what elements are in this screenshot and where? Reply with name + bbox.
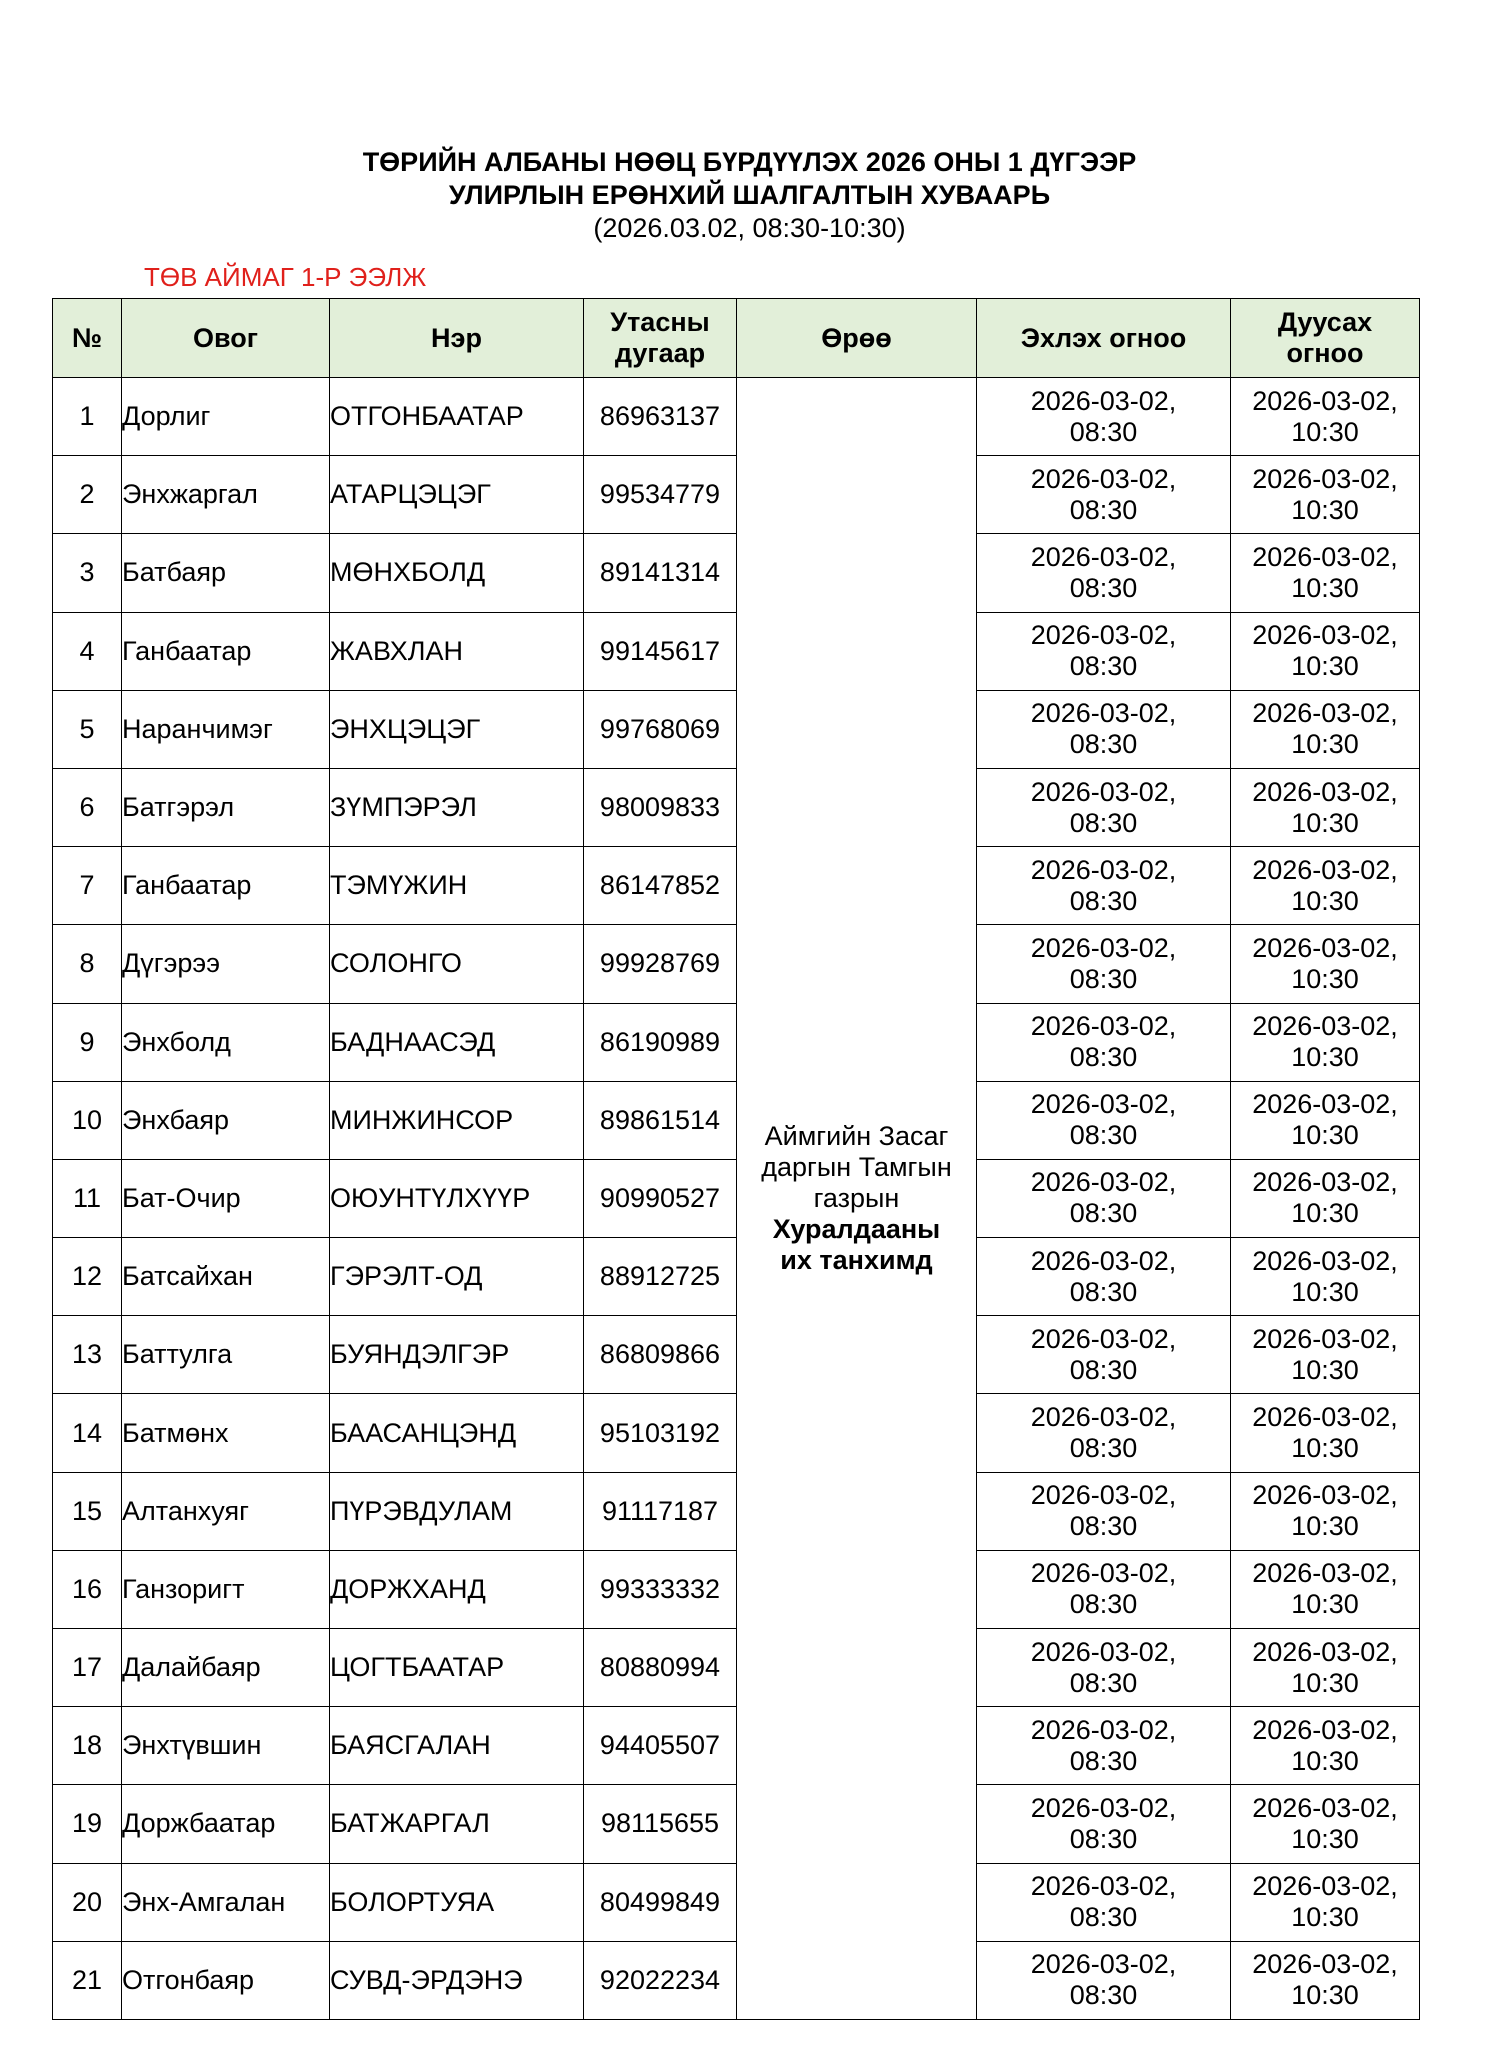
row-phone: 98009833 (584, 768, 737, 846)
row-start-date: 2026-03-02, (1030, 776, 1177, 807)
row-phone: 92022234 (584, 1941, 737, 2019)
row-surname: Ганбаатар (122, 847, 330, 925)
row-end-date: 2026-03-02, (1252, 1480, 1398, 1511)
row-name: ЗҮМПЭРЭЛ (330, 768, 584, 846)
row-end (1231, 1941, 1420, 2019)
row-end-date: 2026-03-02, (1252, 1245, 1398, 1276)
table-row (53, 378, 1420, 456)
row-start-date: 2026-03-02, (1030, 698, 1177, 729)
row-surname: Наранчимэг (122, 690, 330, 768)
row-end-date: 2026-03-02, (1252, 1089, 1398, 1120)
row-start-date: 2026-03-02, (1030, 1949, 1177, 1980)
row-num: 10 (53, 1081, 122, 1159)
row-phone: 86147852 (584, 847, 737, 925)
row-start-time: 08:30 (1069, 1823, 1138, 1854)
row-end (1231, 847, 1420, 925)
header-phone-line-1: Утасны (610, 307, 710, 337)
row-end-date: 2026-03-02, (1252, 620, 1398, 651)
row-end (1231, 690, 1420, 768)
table-row (53, 456, 1420, 534)
row-end-date: 2026-03-02, (1252, 1871, 1398, 1902)
row-phone: 99333332 (584, 1550, 737, 1628)
row-start-date: 2026-03-02, (1030, 1011, 1177, 1042)
row-start-time: 08:30 (1069, 494, 1138, 525)
row-end-date: 2026-03-02, (1252, 932, 1398, 963)
row-num: 18 (53, 1707, 122, 1785)
table-row (53, 1707, 1420, 1785)
row-end-date: 2026-03-02, (1252, 385, 1398, 416)
row-start (977, 690, 1231, 768)
row-num: 17 (53, 1629, 122, 1707)
row-start-time: 08:30 (1069, 807, 1138, 838)
row-start (977, 768, 1231, 846)
row-end-time: 10:30 (1291, 1354, 1359, 1385)
row-surname: Энхболд (122, 1003, 330, 1081)
row-start (977, 1707, 1231, 1785)
row-phone: 86809866 (584, 1316, 737, 1394)
table-row (53, 1863, 1420, 1941)
row-num: 21 (53, 1941, 122, 2019)
row-num: 6 (53, 768, 122, 846)
row-phone: 99768069 (584, 690, 737, 768)
row-end-date: 2026-03-02, (1252, 1792, 1398, 1823)
row-start-time: 08:30 (1069, 1511, 1138, 1542)
row-name: ЦОГТБААТАР (330, 1629, 584, 1707)
row-name: АТАРЦЭЦЭГ (330, 456, 584, 534)
row-phone: 90990527 (584, 1159, 737, 1237)
row-name: БОЛОРТУЯА (330, 1863, 584, 1941)
row-end (1231, 1316, 1420, 1394)
table-row (53, 1081, 1420, 1159)
row-start-date: 2026-03-02, (1030, 1089, 1177, 1120)
row-start-time: 08:30 (1069, 1667, 1138, 1698)
room-cell (737, 378, 977, 2020)
row-end (1231, 1629, 1420, 1707)
table-row (53, 925, 1420, 1003)
table-row (53, 847, 1420, 925)
row-start-date: 2026-03-02, (1030, 1558, 1177, 1589)
row-surname: Ганбаатар (122, 612, 330, 690)
row-end (1231, 1081, 1420, 1159)
row-end-time: 10:30 (1291, 1902, 1359, 1933)
row-surname: Дорлиг (122, 378, 330, 456)
row-start-date: 2026-03-02, (1030, 1480, 1177, 1511)
row-num: 8 (53, 925, 122, 1003)
row-start-time: 08:30 (1069, 1042, 1138, 1073)
row-start (977, 1159, 1231, 1237)
row-phone: 80499849 (584, 1863, 737, 1941)
row-name: БАЯСГАЛАН (330, 1707, 584, 1785)
row-end (1231, 1472, 1420, 1550)
row-end (1231, 1707, 1420, 1785)
table-row (53, 534, 1420, 612)
row-end-time: 10:30 (1291, 885, 1359, 916)
row-name: МИНЖИНСОР (330, 1081, 584, 1159)
row-end-date: 2026-03-02, (1252, 1402, 1398, 1433)
room-line-2: даргын Тамгын (761, 1151, 952, 1182)
row-start-date: 2026-03-02, (1030, 385, 1177, 416)
header-phone (584, 299, 737, 378)
table-row (53, 1472, 1420, 1550)
header-phone-line-2: дугаар (614, 338, 706, 368)
row-surname: Ганзоригт (122, 1550, 330, 1628)
row-surname: Батмөнх (122, 1394, 330, 1472)
row-num: 9 (53, 1003, 122, 1081)
row-num: 7 (53, 847, 122, 925)
row-end-time: 10:30 (1291, 1042, 1359, 1073)
row-phone: 91117187 (584, 1472, 737, 1550)
row-end (1231, 925, 1420, 1003)
row-start-date: 2026-03-02, (1030, 1402, 1177, 1433)
row-start (977, 1472, 1231, 1550)
row-end-date: 2026-03-02, (1252, 463, 1398, 494)
row-end-time: 10:30 (1291, 1276, 1359, 1307)
row-name: ГЭРЭЛТ-ОД (330, 1238, 584, 1316)
row-phone: 89861514 (584, 1081, 737, 1159)
row-start-date: 2026-03-02, (1030, 1245, 1177, 1276)
row-num: 5 (53, 690, 122, 768)
row-end-time: 10:30 (1291, 1980, 1359, 2011)
row-start (977, 1238, 1231, 1316)
row-start (977, 1394, 1231, 1472)
header-name: Нэр (330, 299, 584, 378)
table-row (53, 1003, 1420, 1081)
table-row (53, 1941, 1420, 2019)
row-start (977, 378, 1231, 456)
row-phone: 89141314 (584, 534, 737, 612)
row-start-time: 08:30 (1069, 1433, 1138, 1464)
row-start-date: 2026-03-02, (1030, 1714, 1177, 1745)
title-line-2: УЛИРЛЫН ЕРӨНХИЙ ШАЛГАЛТЫН ХУВААРЬ (448, 180, 1051, 210)
row-end-date: 2026-03-02, (1252, 1636, 1398, 1667)
row-phone: 86190989 (584, 1003, 737, 1081)
row-start-date: 2026-03-02, (1030, 541, 1177, 572)
row-phone: 99145617 (584, 612, 737, 690)
table-row (53, 612, 1420, 690)
row-start-date: 2026-03-02, (1030, 854, 1177, 885)
row-end (1231, 534, 1420, 612)
row-start-time: 08:30 (1069, 1120, 1138, 1151)
row-start (977, 1941, 1231, 2019)
header-row (53, 299, 1420, 378)
row-num: 14 (53, 1394, 122, 1472)
row-phone: 99928769 (584, 925, 737, 1003)
row-surname: Отгонбаяр (122, 1941, 330, 2019)
row-end-time: 10:30 (1291, 1120, 1359, 1151)
row-end (1231, 1159, 1420, 1237)
row-surname: Батгэрэл (122, 768, 330, 846)
row-num: 4 (53, 612, 122, 690)
row-end-time: 10:30 (1291, 494, 1359, 525)
table-row (53, 1394, 1420, 1472)
row-name: ОЮУНТҮЛХҮҮР (330, 1159, 584, 1237)
room-line-5: их танхимд (780, 1244, 933, 1275)
row-end (1231, 456, 1420, 534)
header-start: Эхлэх огноо (977, 299, 1231, 378)
row-end-date: 2026-03-02, (1252, 541, 1398, 572)
row-start-date: 2026-03-02, (1030, 1636, 1177, 1667)
row-end-time: 10:30 (1291, 1745, 1359, 1776)
row-phone: 94405507 (584, 1707, 737, 1785)
row-start-time: 08:30 (1069, 416, 1138, 447)
row-start-date: 2026-03-02, (1030, 1871, 1177, 1902)
room-line-3: газрын (813, 1182, 900, 1213)
row-start (977, 534, 1231, 612)
row-end-date: 2026-03-02, (1252, 854, 1398, 885)
row-name: БАДНААСЭД (330, 1003, 584, 1081)
row-phone: 86963137 (584, 378, 737, 456)
row-start-time: 08:30 (1069, 1276, 1138, 1307)
row-start (977, 1081, 1231, 1159)
row-num: 15 (53, 1472, 122, 1550)
row-num: 2 (53, 456, 122, 534)
row-name: ЭНХЦЭЦЭГ (330, 690, 584, 768)
row-phone: 80880994 (584, 1629, 737, 1707)
header-end (1231, 299, 1420, 378)
row-name: СОЛОНГО (330, 925, 584, 1003)
room-line-4: Хуралдааны (772, 1213, 941, 1244)
row-phone: 88912725 (584, 1238, 737, 1316)
row-num: 1 (53, 378, 122, 456)
row-surname: Бат-Очир (122, 1159, 330, 1237)
row-name: ОТГОНБААТАР (330, 378, 584, 456)
shift-subtitle: ТӨВ АЙМАГ 1-Р ЭЭЛЖ (144, 262, 427, 292)
row-start-date: 2026-03-02, (1030, 1323, 1177, 1354)
header-surname: Овог (122, 299, 330, 378)
row-end-date: 2026-03-02, (1252, 1167, 1398, 1198)
row-start (977, 847, 1231, 925)
row-end-date: 2026-03-02, (1252, 1714, 1398, 1745)
table-row (53, 1550, 1420, 1628)
row-start-date: 2026-03-02, (1030, 1167, 1177, 1198)
row-end (1231, 378, 1420, 456)
row-num: 3 (53, 534, 122, 612)
row-start (977, 1629, 1231, 1707)
row-end-time: 10:30 (1291, 1823, 1359, 1854)
row-start-date: 2026-03-02, (1030, 463, 1177, 494)
row-start (977, 1316, 1231, 1394)
table-row (53, 1316, 1420, 1394)
row-name: БУЯНДЭЛГЭР (330, 1316, 584, 1394)
row-end (1231, 612, 1420, 690)
row-num: 11 (53, 1159, 122, 1237)
row-start (977, 1785, 1231, 1863)
row-start-time: 08:30 (1069, 1198, 1138, 1229)
row-surname: Батсайхан (122, 1238, 330, 1316)
header-room: Өрөө (737, 299, 977, 378)
row-start-time: 08:30 (1069, 1354, 1138, 1385)
row-start-time: 08:30 (1069, 1589, 1138, 1620)
row-start (977, 1003, 1231, 1081)
row-surname: Далайбаяр (122, 1629, 330, 1707)
row-surname: Алтанхуяг (122, 1472, 330, 1550)
row-num: 20 (53, 1863, 122, 1941)
row-end (1231, 1238, 1420, 1316)
row-end (1231, 1394, 1420, 1472)
row-end-time: 10:30 (1291, 572, 1359, 603)
row-end-time: 10:30 (1291, 807, 1359, 838)
row-start-date: 2026-03-02, (1030, 620, 1177, 651)
row-start (977, 1863, 1231, 1941)
row-start (977, 456, 1231, 534)
row-start-date: 2026-03-02, (1030, 932, 1177, 963)
row-name: ТЭМҮЖИН (330, 847, 584, 925)
row-surname: Энхжаргал (122, 456, 330, 534)
row-end-time: 10:30 (1291, 1198, 1359, 1229)
row-end-date: 2026-03-02, (1252, 1949, 1398, 1980)
row-num: 16 (53, 1550, 122, 1628)
row-start-time: 08:30 (1069, 729, 1138, 760)
row-start (977, 612, 1231, 690)
row-end-time: 10:30 (1291, 729, 1359, 760)
header-num: № (53, 299, 122, 378)
row-start-time: 08:30 (1069, 963, 1138, 994)
row-surname: Батбаяр (122, 534, 330, 612)
row-end-date: 2026-03-02, (1252, 1323, 1398, 1354)
row-end-date: 2026-03-02, (1252, 1558, 1398, 1589)
row-name: БААСАНЦЭНД (330, 1394, 584, 1472)
row-start-time: 08:30 (1069, 572, 1138, 603)
room-line-1: Аймгийн Засаг (764, 1120, 949, 1151)
row-end-time: 10:30 (1291, 1511, 1359, 1542)
row-name: ЖАВХЛАН (330, 612, 584, 690)
row-num: 13 (53, 1316, 122, 1394)
row-start-time: 08:30 (1069, 1980, 1138, 2011)
row-surname: Энх-Амгалан (122, 1863, 330, 1941)
row-num: 12 (53, 1238, 122, 1316)
row-name: МӨНХБОЛД (330, 534, 584, 612)
row-surname: Доржбаатар (122, 1785, 330, 1863)
row-end-time: 10:30 (1291, 1589, 1359, 1620)
row-start-time: 08:30 (1069, 651, 1138, 682)
row-phone: 95103192 (584, 1394, 737, 1472)
row-start-date: 2026-03-02, (1030, 1792, 1177, 1823)
row-end (1231, 1863, 1420, 1941)
row-surname: Энхбаяр (122, 1081, 330, 1159)
row-phone: 98115655 (584, 1785, 737, 1863)
table-row (53, 1238, 1420, 1316)
row-end (1231, 1785, 1420, 1863)
title-line-1: ТӨРИЙН АЛБАНЫ НӨӨЦ БҮРДҮҮЛЭХ 2026 ОНЫ 1 ДҮГЭЭР (362, 147, 1137, 177)
row-start (977, 925, 1231, 1003)
table-row (53, 690, 1420, 768)
row-num: 19 (53, 1785, 122, 1863)
row-surname: Дүгэрээ (122, 925, 330, 1003)
schedule-table (52, 298, 1420, 2020)
row-end (1231, 768, 1420, 846)
row-start-time: 08:30 (1069, 885, 1138, 916)
title-line-3: (2026.03.02, 08:30-10:30) (593, 213, 906, 243)
row-end-date: 2026-03-02, (1252, 1011, 1398, 1042)
row-name: БАТЖАРГАЛ (330, 1785, 584, 1863)
row-end-time: 10:30 (1291, 416, 1359, 447)
row-end-time: 10:30 (1291, 651, 1359, 682)
row-end (1231, 1550, 1420, 1628)
row-start-time: 08:30 (1069, 1745, 1138, 1776)
row-surname: Баттулга (122, 1316, 330, 1394)
row-end-time: 10:30 (1291, 963, 1359, 994)
row-phone: 99534779 (584, 456, 737, 534)
row-name: ДОРЖХАНД (330, 1550, 584, 1628)
table-row (53, 768, 1420, 846)
row-name: ПҮРЭВДУЛАМ (330, 1472, 584, 1550)
header-end-line-1: Дуусах (1277, 307, 1373, 337)
row-end (1231, 1003, 1420, 1081)
document-title (0, 146, 1499, 245)
row-end-time: 10:30 (1291, 1433, 1359, 1464)
row-start (977, 1550, 1231, 1628)
header-end-line-2: огноо (1286, 338, 1364, 368)
table-row (53, 1785, 1420, 1863)
row-start-time: 08:30 (1069, 1902, 1138, 1933)
row-surname: Энхтүвшин (122, 1707, 330, 1785)
row-end-date: 2026-03-02, (1252, 698, 1398, 729)
row-end-time: 10:30 (1291, 1667, 1359, 1698)
table-row (53, 1159, 1420, 1237)
table-row (53, 1629, 1420, 1707)
row-end-date: 2026-03-02, (1252, 776, 1398, 807)
row-name: СУВД-ЭРДЭНЭ (330, 1941, 584, 2019)
